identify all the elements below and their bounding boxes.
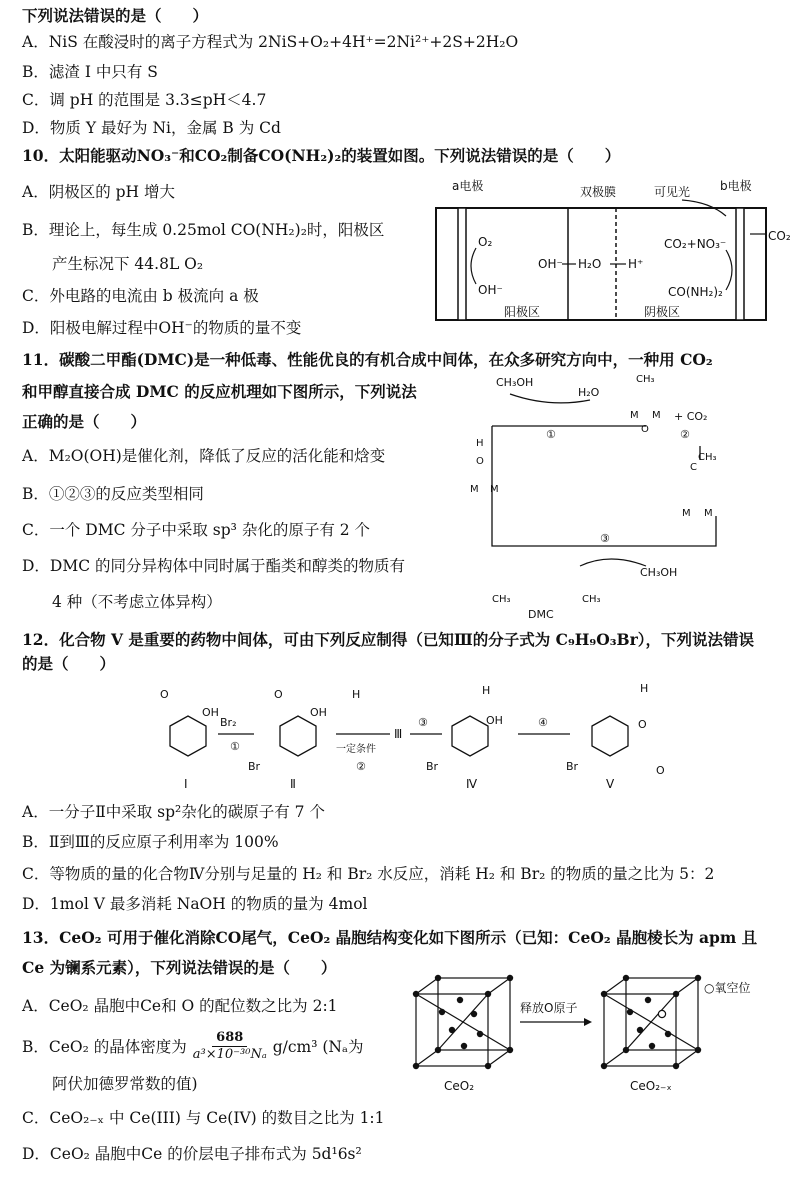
synthesis-route-figure: [140, 678, 700, 796]
cathode-zone-label: 阴极区: [644, 305, 681, 319]
q10-option-a: A．阴极区的 pH 增大: [22, 183, 175, 201]
m-right-mid: M: [490, 484, 499, 495]
q12-option-b: B．Ⅱ到Ⅲ的反应原子利用率为 100%: [22, 833, 279, 851]
cpd5-carbonyl-o: O: [656, 764, 665, 777]
electrolysis-cell-figure: [420, 176, 800, 332]
formaldehyde-h: H: [352, 688, 361, 701]
q9-option-a: A．NiS 在酸浸时的离子方程式为 2NiS+O₂+4H⁺=2Ni²⁺+2S+2H₂O: [22, 33, 519, 51]
ceo2-label: CeO₂: [444, 1079, 475, 1093]
dmc-right-ch3: CH₃: [582, 594, 601, 605]
q13-option-b: [22, 1030, 363, 1063]
q13-option-c: C．CeO₂₋ₓ 中 Ce(III) 与 Ce(IV) 的数目之比为 1:1: [22, 1109, 385, 1127]
q13-stem: 13．CeO₂ 可用于催化消除CO尾气，CeO₂ 晶胞结构变化如下图所示（已知：CeO₂ 晶胞棱长为 apm 且: [22, 928, 758, 947]
anode-o2-label: O₂: [478, 235, 493, 249]
cpd5-h: H: [640, 682, 649, 695]
step-3-label: ③: [600, 532, 610, 545]
anode-zone-label: 阳极区: [504, 305, 541, 319]
m-right-right: M: [704, 508, 713, 519]
q9-option-d: D．物质 Y 最好为 Ni，金属 B 为 Cd: [22, 119, 281, 137]
q10-option-d: D．阳极电解过程中OH⁻的物质的量不变: [22, 319, 302, 337]
water-out-label: H₂O: [578, 386, 600, 399]
q13-stem-cont: Ce 为镧系元素），下列说法错误的是（ ）: [22, 958, 337, 977]
dmc-label: DMC: [528, 608, 554, 621]
m-left-top: M: [630, 410, 639, 421]
h-left-label: H: [476, 438, 484, 449]
arrow1-step: ①: [230, 740, 240, 753]
o-bridge-top: O: [641, 424, 649, 435]
anode-oh-label: OH⁻: [478, 283, 503, 297]
density-denominator: a³×10⁻³⁰Nₐ: [192, 1047, 267, 1062]
methanol-in-2-label: CH₃OH: [640, 566, 678, 579]
q12-stem-cont: 的是（ ）: [22, 654, 116, 673]
electrode-a-plate: [458, 208, 466, 320]
q10-option-c: C．外电路的电流由 b 极流向 a 极: [22, 287, 259, 305]
cpd5-label: Ⅴ: [606, 777, 615, 791]
q11-stem-cont-2: 正确的是（ ）: [22, 412, 147, 431]
cpd2-o: O: [274, 688, 283, 701]
ch3-right-label: CH₃: [698, 452, 717, 463]
dmc-left-ch3: CH₃: [492, 594, 511, 605]
arrow2-step: ②: [356, 760, 366, 773]
cpd4-oh: OH: [486, 714, 503, 727]
cpd4-br: Br: [426, 760, 439, 773]
membrane-label: 双极膜: [580, 185, 617, 199]
q11-option-b: B．①②③的反应类型相同: [22, 485, 204, 503]
ceo2x-cell-right: [604, 978, 698, 1066]
step-1-label: ①: [546, 428, 556, 441]
cpd5-o: O: [638, 718, 647, 731]
density-numerator: 688: [212, 1030, 247, 1047]
dmc-mechanism-figure: [470, 366, 760, 624]
oxygen-vacancy-marker: [658, 1010, 665, 1017]
o-left-label: O: [476, 456, 484, 467]
m-left-right: M: [682, 508, 691, 519]
methanol-in-label: CH₃OH: [496, 376, 534, 389]
q11-option-a: A．M₂O(OH)是催化剂，降低了反应的活化能和焓变: [22, 447, 386, 465]
q11-stem-cont: 和甲醇直接合成 DMC 的反应机理如下图所示，下列说法: [22, 382, 417, 401]
arrow3-step: ③: [418, 716, 428, 729]
c-center-label: C: [690, 462, 697, 473]
co2-inlet-label: CO₂: [768, 229, 791, 243]
step-2-label: ②: [680, 428, 690, 441]
q12-stem: 12．化合物 V 是重要的药物中间体，可由下列反应制得（已知Ⅲ的分子式为 C₉H₉O₃Br），下列说法错误: [22, 630, 755, 649]
q13-option-b-prefix: B．CeO₂ 的晶体密度为: [22, 1037, 187, 1056]
cpd1-label: Ⅰ: [184, 777, 188, 791]
cpd3-label: Ⅲ: [394, 727, 403, 741]
q13-option-a: A．CeO₂ 晶胞中Ce和 O 的配位数之比为 2:1: [22, 997, 338, 1015]
ceo2x-label: CeO₂₋ₓ: [630, 1079, 672, 1093]
q11-option-d-cont: 4 种（不考虑立体异构）: [52, 593, 222, 611]
ch3-top-label: CH₃: [636, 374, 655, 385]
cpd2-label: Ⅱ: [290, 777, 296, 791]
m-right-top: M: [652, 410, 661, 421]
cathode-reactant-label: CO₂+NO₃⁻: [664, 237, 727, 251]
membrane-h2o-label: H₂O: [578, 257, 602, 271]
vacancy-label: ○氧空位: [704, 981, 751, 995]
membrane-oh-label: OH⁻: [538, 257, 563, 271]
cpd2-oh: OH: [310, 706, 327, 719]
cpd4-h: H: [482, 684, 491, 697]
electrode-b-label: b电极: [720, 179, 752, 193]
q9-stem: 下列说法错误的是（ ）: [22, 6, 209, 25]
cpd4-label: Ⅳ: [466, 777, 478, 791]
q13-option-b-suffix: g/cm³ (Nₐ为: [272, 1037, 364, 1056]
m-left-mid: M: [470, 484, 479, 495]
density-fraction: [193, 1030, 267, 1063]
q12-option-d: D．1mol V 最多消耗 NaOH 的物质的量为 4mol: [22, 895, 368, 913]
electrode-b-plate: [736, 208, 744, 320]
q9-option-b: B．滤渣 I 中只有 S: [22, 63, 158, 81]
q12-option-a: A．一分子Ⅱ中采取 sp²杂化的碳原子有 7 个: [22, 803, 325, 821]
cpd2-br: Br: [248, 760, 261, 773]
q10-option-b: B．理论上，每生成 0.25mol CO(NH₂)₂时，阳极区: [22, 221, 385, 239]
ceo2-cell-left: [416, 978, 510, 1066]
membrane-h-label: H⁺: [628, 257, 644, 271]
electrode-a-label: a电极: [452, 179, 484, 193]
arrow1-reagent: Br₂: [220, 716, 237, 729]
crystal-cell-figure: [408, 970, 784, 1096]
cpd5-br: Br: [566, 760, 579, 773]
arrow2-condition: 一定条件: [336, 744, 376, 755]
cpd1-oh: OH: [202, 706, 219, 719]
cpd1-o: O: [160, 688, 169, 701]
cathode-product-label: CO(NH₂)₂: [668, 285, 723, 299]
q13-option-d: D．CeO₂ 晶胞中Ce 的价层电子排布式为 5d¹6s²: [22, 1145, 362, 1163]
q9-option-c: C．调 pH 的范围是 3.3≤pH＜4.7: [22, 91, 267, 109]
q11-option-c: C．一个 DMC 分子中采取 sp³ 杂化的原子有 2 个: [22, 521, 371, 539]
q11-option-d: D．DMC 的同分异构体中同时属于酯类和醇类的物质有: [22, 557, 406, 575]
q12-option-c: C．等物质的量的化合物Ⅳ分别与足量的 H₂ 和 Br₂ 水反应，消耗 H₂ 和 Br₂ 的物质的量之比为 5：2: [22, 865, 715, 883]
release-o-label: 释放O原子: [520, 1001, 578, 1015]
arrow4-step: ④: [538, 716, 548, 729]
q11-stem: 11．碳酸二甲酯(DMC)是一种低毒、性能优良的有机合成中间体，在众多研究方向中，一种用 CO₂: [22, 350, 713, 369]
q10-option-b-cont: 产生标况下 44.8L O₂: [52, 255, 204, 273]
light-label: 可见光: [654, 185, 691, 199]
q10-stem: 10．太阳能驱动NO₃⁻和CO₂制备CO(NH₂)₂的装置如图。下列说法错误的是（ ）: [22, 146, 621, 165]
q13-option-b-cont: 阿伏加德罗常数的值): [52, 1075, 198, 1093]
co2-label: + CO₂: [674, 410, 708, 423]
